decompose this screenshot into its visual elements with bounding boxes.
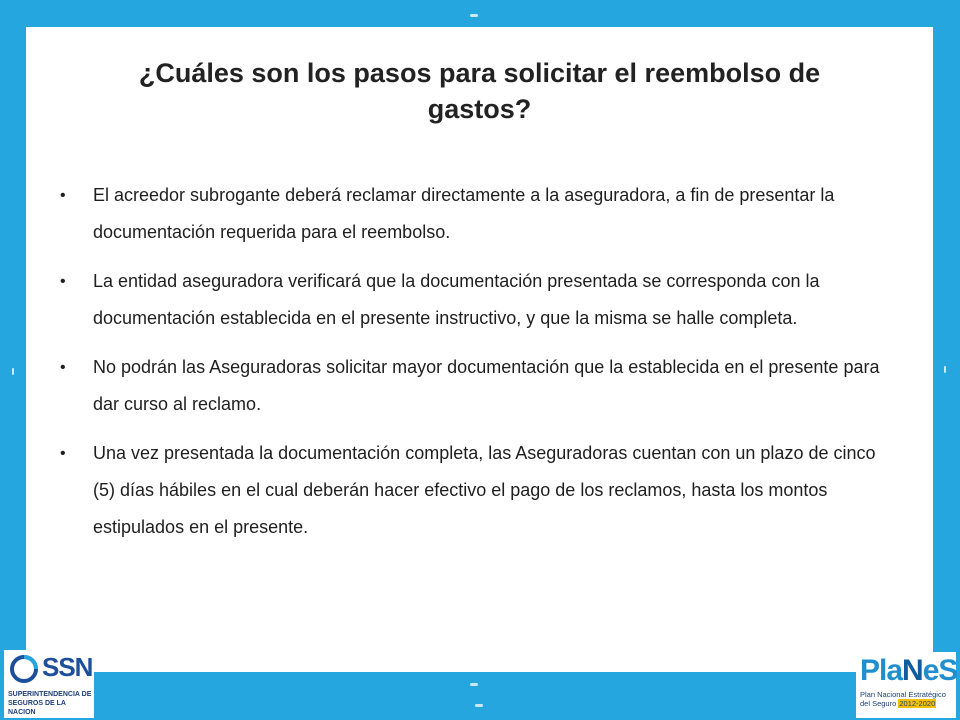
planes-word-a: Pla xyxy=(860,654,903,687)
planes-word-c: eS xyxy=(922,654,958,687)
bullet-item: • Una vez presentada la documentación completa, las Aseguradoras cuentan con un plazo de cinco (5) días hábiles en el cual deberán hacer efectivo el pago de los reclamos, hasta los montos estipulados en el presente. xyxy=(60,435,890,546)
ssn-logo xyxy=(4,650,94,718)
planes-subtitle-line-1: Plan Nacional Estratégico xyxy=(860,690,946,699)
planes-subtitle-line-2a: del Seguro xyxy=(860,699,899,708)
planes-years: 2012-2020 xyxy=(899,699,936,708)
title-line-2: gastos? xyxy=(427,94,532,124)
planes-word-b: N xyxy=(902,654,923,687)
planes-logo xyxy=(856,652,956,718)
bullet-list xyxy=(60,177,890,558)
ssn-name: SSN xyxy=(42,652,93,682)
bullet-item: • No podrán las Aseguradoras solicitar mayor documentación que la establecida en el presente para dar curso al reclamo. xyxy=(60,349,890,423)
title-line-1: ¿Cuáles son los pasos para solicitar el reembolso de xyxy=(138,58,821,88)
bullet-item: • El acreedor subrogante deberá reclamar directamente a la aseguradora, a fin de presentar la documentación requerida para el reembolso. xyxy=(60,177,890,251)
ssn-subtitle-line-1: SUPERINTENDENCIA DE xyxy=(8,691,92,698)
planes-wordmark xyxy=(860,654,957,688)
planes-subtitle-line-2 xyxy=(860,699,955,708)
ssn-subtitle-line-2: SEGUROS DE LA NACION xyxy=(8,700,66,716)
ssn-subtitle xyxy=(8,690,94,717)
planes-subtitle xyxy=(860,690,955,708)
bullet-item: • La entidad aseguradora verificará que la documentación presentada se corresponda con la documentación establecida en el presente instructivo, y que la misma se halle completa. xyxy=(60,263,890,337)
ssn-emblem-icon xyxy=(9,654,39,684)
slide-title xyxy=(26,55,933,127)
slide xyxy=(26,27,933,672)
